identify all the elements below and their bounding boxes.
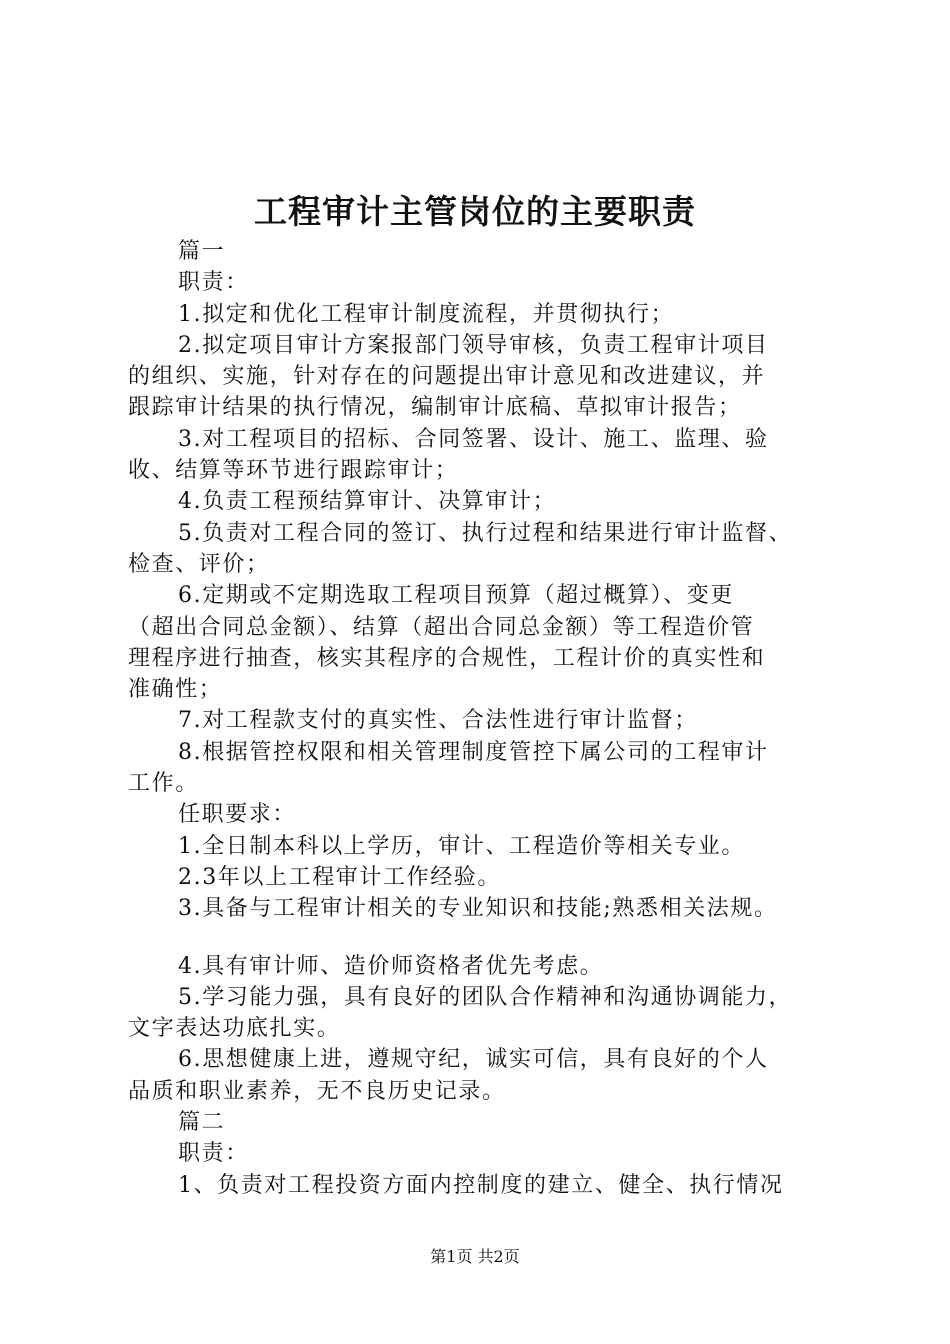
- blank-gap: [128, 925, 832, 951]
- paragraph-line: 6.思想健康上进，遵规守纪，诚实可信，具有良好的个人: [178, 1047, 769, 1073]
- paragraph-line: 理程序进行抽查，核实其程序的合规性，工程计价的真实性和: [128, 645, 766, 671]
- paragraph-line: 4.具有审计师、造价师资格者优先考虑。: [178, 953, 604, 979]
- paragraph-line: 检查、评价；: [128, 551, 270, 577]
- duties-heading: 职责：: [178, 1141, 249, 1167]
- requirements-heading: 任职要求：: [178, 802, 297, 828]
- paragraph-line: 6.定期或不定期选取工程项目预算（超过概算）、变更: [178, 583, 734, 609]
- paragraph-line: 3.对工程项目的招标、合同签署、设计、施工、监理、验: [178, 426, 769, 452]
- paragraph-line: 2.3年以上工程审计工作经验。: [178, 864, 501, 890]
- paragraph-line: 5.负责对工程合同的签订、执行过程和结果进行审计监督、: [178, 520, 793, 546]
- paragraph-line: 8.根据管控权限和相关管理制度管控下属公司的工程审计: [178, 739, 769, 765]
- paragraph-line: 的组织、实施，针对存在的问题提出审计意见和改进建议，并: [128, 364, 766, 390]
- paragraph-line: 收、结算等环节进行跟踪审计；: [128, 458, 459, 484]
- page-footer: 第1页 共2页: [430, 1247, 520, 1266]
- paragraph-line: 文字表达功底扎实。: [128, 1016, 341, 1042]
- document-body: [128, 236, 832, 1201]
- paragraph-line: 1.拟定和优化工程审计制度流程，并贯彻执行；: [178, 301, 675, 327]
- section-heading-1: 篇一: [178, 239, 226, 264]
- document-title: 工程审计主管岗位的主要职责: [254, 192, 696, 231]
- paragraph-line: 7.对工程款支付的真实性、合法性进行审计监督；: [178, 708, 698, 734]
- paragraph-line: （超出合同总金额）、结算（超出合同总金额）等工程造价管: [128, 614, 755, 640]
- paragraph-line: 1、负责对工程投资方面内控制度的建立、健全、执行情况: [178, 1172, 784, 1198]
- paragraph-line: 准确性；: [128, 677, 223, 703]
- paragraph-line: 品质和职业素养，无不良历史记录。: [128, 1078, 506, 1104]
- paragraph-line: 2.拟定项目审计方案报部门领导审核，负责工程审计项目: [178, 332, 769, 358]
- paragraph-line: 1.全日制本科以上学历，审计、工程造价等相关专业。: [178, 833, 745, 859]
- duties-heading: 职责：: [178, 270, 249, 296]
- paragraph-line: 工作。: [128, 771, 199, 797]
- paragraph-line: 5.学习能力强，具有良好的团队合作精神和沟通协调能力，: [178, 984, 793, 1010]
- paragraph-line: 跟踪审计结果的执行情况，编制审计底稿、草拟审计报告；: [128, 395, 742, 421]
- section-heading-2: 篇二: [178, 1110, 226, 1136]
- paragraph-line: 3.具备与工程审计相关的专业知识和技能;熟悉相关法规。: [178, 896, 778, 922]
- paragraph-line: 4.负责工程预结算审计、决算审计；: [178, 489, 557, 515]
